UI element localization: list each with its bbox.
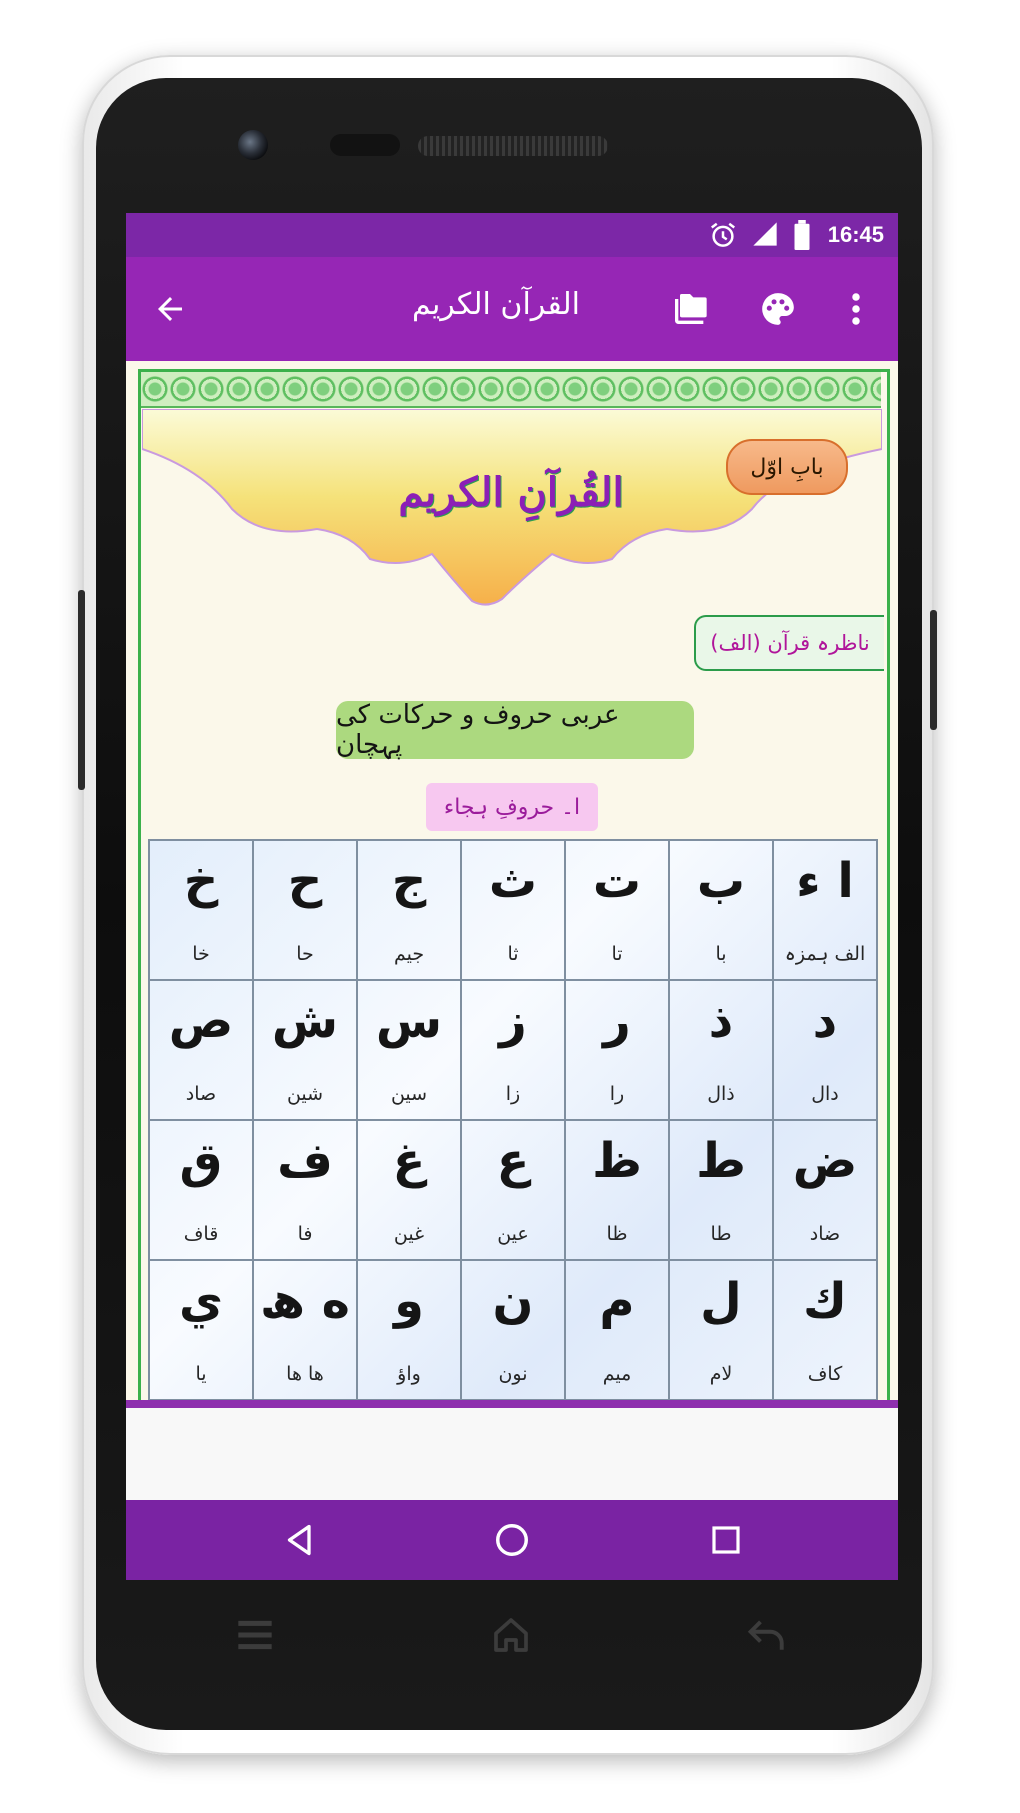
content-divider [126,1400,898,1408]
letter-cell [254,841,358,981]
proximity-sensor [300,142,308,150]
letter-glyph: ث [488,853,538,909]
recents-square-icon [710,1524,742,1556]
letter-name: ھا ھا [286,1363,324,1385]
front-camera [238,130,268,160]
letter-cell [774,981,878,1121]
alarm-icon [708,220,738,254]
letter-name: الف ہمزہ [784,943,866,965]
theme-button[interactable] [752,283,804,335]
letter-name: ضاد [809,1223,841,1245]
letter-name: یا [195,1363,207,1385]
letter-cell [566,1121,670,1261]
app-title: القرآن الكريم [411,287,581,322]
letter-name: واؤ [397,1363,421,1385]
letter-glyph: د [812,993,838,1049]
lesson-heading: عربی حروف و حرکات کی پہچان [336,701,694,759]
letter-name: جیم [393,943,425,965]
letter-glyph: ت [592,853,642,909]
letter-name: صاد [185,1083,217,1105]
menu-icon [235,1617,275,1653]
letter-glyph: ف [277,1133,333,1189]
letter-name: فا [297,1223,313,1245]
letter-name: با [715,943,727,965]
letter-cell [774,1261,878,1400]
volume-button [78,590,85,790]
letter-glyph: ح [287,853,323,909]
letter-cell [670,841,774,981]
letter-cell [774,841,878,981]
letter-cell [462,841,566,981]
letter-cell [670,1261,774,1400]
letter-name: ظا [606,1223,628,1245]
hw-menu-key[interactable] [232,1612,278,1658]
letter-cell [358,1121,462,1261]
earpiece-speaker [418,136,608,156]
letter-cell [358,841,462,981]
letter-cell [358,981,462,1121]
back-arrow-icon [152,291,188,327]
letter-glyph: ط [696,1133,746,1189]
letter-glyph: ا ء [796,853,854,909]
letter-glyph: ش [271,993,339,1049]
more-vert-icon [850,291,862,327]
letter-name: لام [709,1363,733,1385]
battery-icon [792,220,812,254]
letter-glyph: ب [696,853,746,909]
lesson-subheading: ا۔ حروفِ ہجاء [426,783,598,831]
letter-name: کاف [807,1363,843,1385]
letter-name: سین [390,1083,428,1105]
letter-glyph: ه ھ [259,1273,351,1329]
status-time: 16:45 [827,222,884,247]
letter-cell [254,1121,358,1261]
folder-button[interactable] [664,283,716,335]
page-main-heading: القُرآنِ الکریم [398,469,624,516]
letter-cell [358,1261,462,1400]
hw-back-key[interactable] [744,1612,790,1658]
letter-name: شین [286,1083,324,1105]
letter-glyph: ج [391,853,427,909]
letter-name: غین [393,1223,425,1245]
letter-glyph: ع [496,1133,530,1189]
letter-cell [462,981,566,1121]
letter-cell [670,981,774,1121]
letter-cell [150,1121,254,1261]
book-page[interactable] [126,361,898,1400]
arabic-letters-grid [148,839,878,1400]
chapter-badge: بابِ اوّل [726,439,848,495]
power-button [930,610,937,730]
letter-glyph: ظ [592,1133,642,1189]
letter-cell [254,981,358,1121]
letter-cell [254,1261,358,1400]
folder-icon [670,289,710,329]
signal-icon [751,220,779,252]
letter-glyph: خ [183,853,219,909]
letter-glyph: ك [803,1273,847,1329]
letter-name: میم [602,1363,632,1385]
letter-glyph: س [375,993,443,1049]
letter-cell [566,1261,670,1400]
back-icon [747,1617,787,1653]
letter-glyph: ض [792,1133,858,1189]
hw-home-key[interactable] [488,1612,534,1658]
nav-back-button[interactable] [274,1514,326,1566]
letter-glyph: و [394,1273,424,1329]
letter-name: حا [296,943,314,965]
palette-icon [759,290,797,328]
letter-cell [670,1121,774,1261]
letter-glyph: م [599,1273,635,1329]
back-button[interactable] [144,283,196,335]
letter-name: را [609,1083,625,1105]
letter-name: طا [710,1223,732,1245]
letter-glyph: ن [492,1273,534,1329]
letter-name: عین [497,1223,529,1245]
letter-name: دال [811,1083,839,1105]
letter-cell [462,1261,566,1400]
letter-glyph: ذ [708,993,734,1049]
home-icon [491,1615,531,1655]
letter-name: قاف [183,1223,219,1245]
letter-cell [566,981,670,1121]
letter-name: نون [498,1363,528,1385]
letter-glyph: ر [603,993,631,1049]
nav-home-button[interactable] [486,1514,538,1566]
overflow-menu-button[interactable] [836,283,876,335]
letter-name: تا [611,943,623,965]
back-triangle-icon [282,1522,318,1558]
letter-glyph: ز [499,993,527,1049]
letter-cell [566,841,670,981]
letter-glyph: غ [392,1133,426,1189]
letter-glyph: ق [179,1133,223,1189]
navigation-bar [126,1500,898,1580]
letter-glyph: ل [700,1273,742,1329]
app-bar [126,257,898,361]
section-label: (الف) ناظرہ قرآن [694,615,884,671]
letter-cell [150,981,254,1121]
status-bar [126,213,898,257]
letter-cell [150,841,254,981]
letter-cell [462,1121,566,1261]
letter-name: خا [192,943,210,965]
blank-footer-area [126,1408,898,1500]
letter-name: ذال [707,1083,735,1105]
letter-cell [150,1261,254,1400]
letter-name: زا [505,1083,521,1105]
nav-recents-button[interactable] [700,1514,752,1566]
letter-cell [774,1121,878,1261]
screen [126,213,898,1580]
letter-name: ثا [507,943,519,965]
home-circle-icon [493,1521,531,1559]
light-sensor [330,134,400,156]
letter-glyph: ي [179,1273,223,1329]
letter-glyph: ص [168,993,234,1049]
decorative-border [141,372,881,408]
